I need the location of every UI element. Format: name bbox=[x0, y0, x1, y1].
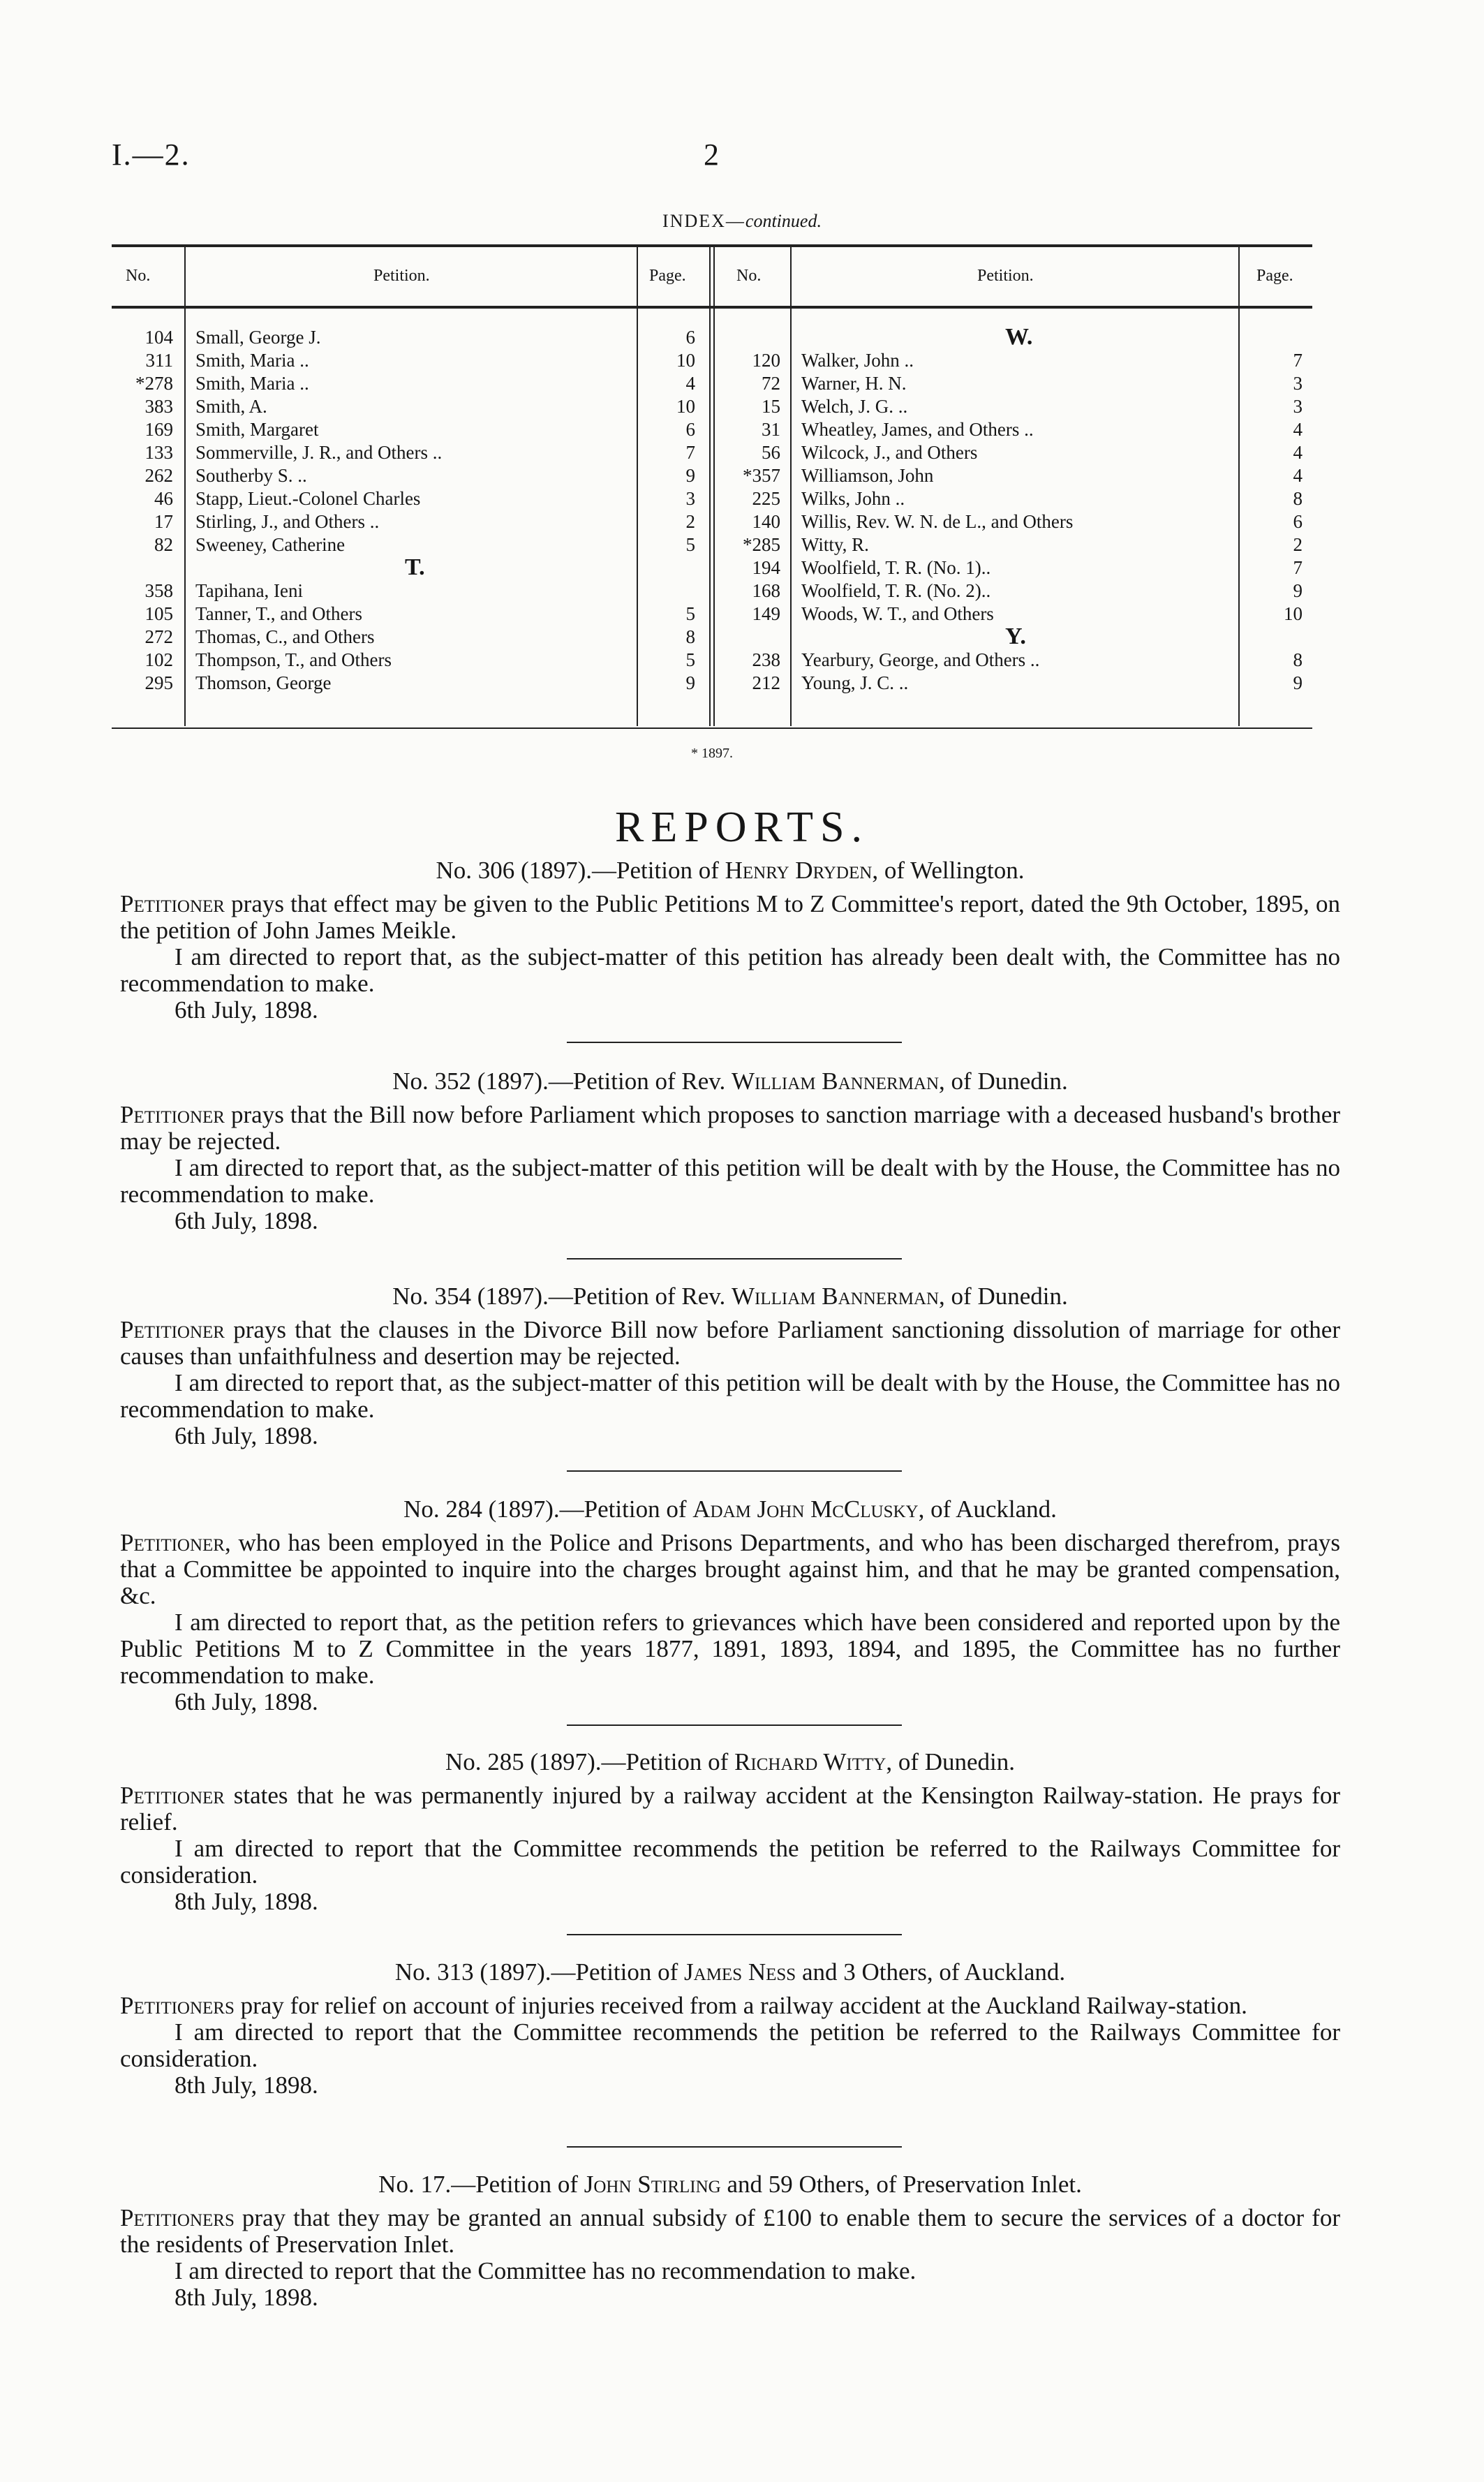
index-row-page: 4 bbox=[1293, 442, 1303, 463]
index-row-page: 5 bbox=[685, 534, 695, 555]
index-row-number: 238 bbox=[752, 649, 780, 670]
index-row-page: 6 bbox=[685, 327, 695, 348]
index-row-page: 9 bbox=[1293, 580, 1303, 601]
index-row-number: 194 bbox=[752, 557, 780, 578]
report-entry bbox=[120, 1496, 1340, 1715]
index-section-letter: T. bbox=[405, 554, 425, 580]
petitioner-name: William Bannerman bbox=[731, 1068, 940, 1095]
report-entry bbox=[120, 1283, 1340, 1449]
index-row-name: Witty, R. bbox=[801, 534, 869, 555]
index-row-page: 8 bbox=[685, 626, 695, 647]
index-row-page: 4 bbox=[1293, 419, 1303, 440]
index-row-name: Yearbury, George, and Others .. bbox=[801, 649, 1040, 670]
index-row-page: 10 bbox=[676, 350, 695, 371]
index-row-number: 72 bbox=[762, 373, 780, 394]
index-row-name: Wheatley, James, and Others .. bbox=[801, 419, 1034, 440]
index-row-number: 104 bbox=[144, 327, 173, 348]
index-row-name: Young, J. C. .. bbox=[801, 672, 909, 693]
committee-report: I am directed to report that the Committee recommends the petition be referred to the Railways Committee for consideration. bbox=[120, 2018, 1340, 2072]
col-page-right: Page. bbox=[1256, 267, 1293, 285]
index-row-page: 6 bbox=[1293, 511, 1303, 532]
index-row-number: 358 bbox=[144, 580, 173, 601]
petition-summary: Petitioner prays that effect may be given to the Public Petitions M to Z Committee's report, dated the 9th October, 1895, on the petition of John James Meikle. bbox=[120, 890, 1340, 944]
index-row-name: Wilcock, J., and Others bbox=[801, 442, 978, 463]
index-row-page: 4 bbox=[1293, 465, 1303, 486]
index-row-number: 46 bbox=[154, 488, 173, 509]
index-row-page: 7 bbox=[1293, 557, 1303, 578]
index-row-name: Small, George J. bbox=[195, 327, 321, 348]
report-entry bbox=[120, 1749, 1340, 1915]
index-row-number: 383 bbox=[144, 396, 173, 417]
index-row-name: Tanner, T., and Others bbox=[195, 603, 362, 624]
index-row-page: 7 bbox=[685, 442, 695, 463]
index-row-number: 168 bbox=[752, 580, 780, 601]
index-section-letter: W. bbox=[1005, 324, 1033, 350]
index-row-number: 120 bbox=[752, 350, 780, 371]
index-row-name: Williamson, John bbox=[801, 465, 934, 486]
report-separator bbox=[567, 1934, 902, 1935]
index-row-number: 311 bbox=[145, 350, 173, 371]
report-separator bbox=[567, 1470, 902, 1472]
report-heading: No. 17.—Petition of John Stirling and 59 Others, of Preservation Inlet. bbox=[378, 2171, 1082, 2198]
col-petition-left: Petition. bbox=[373, 267, 430, 285]
col-no-left: No. bbox=[126, 267, 151, 285]
index-row-page: 2 bbox=[1293, 534, 1303, 555]
report-date: 8th July, 1898. bbox=[175, 2284, 318, 2311]
index-row-number: 140 bbox=[752, 511, 780, 532]
index-row-number: 169 bbox=[144, 419, 173, 440]
index-footnote: * 1897. bbox=[691, 746, 733, 761]
index-row-name: Woods, W. T., and Others bbox=[801, 603, 994, 624]
reports-heading: REPORTS. bbox=[615, 804, 869, 851]
report-date: 8th July, 1898. bbox=[175, 2071, 318, 2099]
index-row-page: 9 bbox=[1293, 672, 1303, 693]
committee-report: I am directed to report that, as the subject-matter of this petition will be dealt with by the House, the Committee has no recommendation to make. bbox=[120, 1369, 1340, 1423]
col-page-left: Page. bbox=[649, 267, 686, 285]
index-row-name: Warner, H. N. bbox=[801, 373, 907, 394]
petitioner-name: Adam John McClusky bbox=[692, 1495, 919, 1523]
index-row-page: 4 bbox=[685, 373, 695, 394]
index-row-number: 56 bbox=[762, 442, 780, 463]
index-row-name: Thomas, C., and Others bbox=[195, 626, 375, 647]
report-date: 6th July, 1898. bbox=[175, 1422, 318, 1449]
index-row-page: 5 bbox=[685, 649, 695, 670]
index-row-number: 105 bbox=[144, 603, 173, 624]
petitioner-name: John Stirling bbox=[584, 2171, 721, 2198]
index-row-number: 31 bbox=[762, 419, 780, 440]
index-row-name: Smith, Margaret bbox=[195, 419, 319, 440]
index-row-number: *357 bbox=[743, 465, 780, 486]
index-row-name: Wilks, John .. bbox=[801, 488, 905, 509]
index-row-name: Smith, Maria .. bbox=[195, 373, 309, 394]
index-row-page: 8 bbox=[1293, 488, 1303, 509]
report-heading: No. 284 (1897).—Petition of Adam John McClusky, of Auckland. bbox=[403, 1495, 1057, 1523]
petitioner-name: James Ness bbox=[684, 1958, 796, 1986]
index-table bbox=[112, 244, 1312, 740]
petitioner-name: Richard Witty bbox=[734, 1748, 886, 1775]
index-row-name: Woolfield, T. R. (No. 1).. bbox=[801, 557, 991, 578]
index-row-name: Tapihana, Ieni bbox=[195, 580, 304, 601]
index-row-name: Southerby S. .. bbox=[195, 465, 307, 486]
report-entry bbox=[120, 2171, 1340, 2311]
index-row-name: Sommerville, J. R., and Others .. bbox=[195, 442, 443, 463]
index-row-number: 133 bbox=[144, 442, 173, 463]
index-row-page: 3 bbox=[685, 488, 695, 509]
index-row-name: Smith, A. bbox=[195, 396, 267, 417]
index-row-number: 17 bbox=[154, 511, 173, 532]
index-title: INDEX—continued. bbox=[662, 211, 822, 231]
committee-report: I am directed to report that the Committee recommends the petition be referred to the Railways Committee for consideration. bbox=[120, 1835, 1340, 1889]
index-row-name: Stirling, J., and Others .. bbox=[195, 511, 380, 532]
petition-summary: Petitioner, who has been employed in the Police and Prisons Departments, and who has been discharged therefrom, prays that a Committee be appointed to inquire into the charges brought against him, and that he may be granted compensation, &c. bbox=[120, 1529, 1340, 1609]
report-heading: No. 354 (1897).—Petition of Rev. William Bannerman, of Dunedin. bbox=[392, 1283, 1068, 1310]
index-row-name: Smith, Maria .. bbox=[195, 350, 309, 371]
index-row-number: *285 bbox=[743, 534, 780, 555]
petitioner-name: William Bannerman bbox=[731, 1283, 940, 1310]
index-row-page: 5 bbox=[685, 603, 695, 624]
petition-summary: Petitioner states that he was permanently injured by a railway accident at the Kensington Railway-station. He prays for relief. bbox=[120, 1782, 1340, 1835]
index-row-page: 3 bbox=[1293, 373, 1303, 394]
report-heading: No. 306 (1897).—Petition of Henry Dryden, of Wellington. bbox=[436, 857, 1025, 884]
page-number: 2 bbox=[704, 138, 719, 172]
index-row-page: 9 bbox=[685, 672, 695, 693]
index-row-page: 8 bbox=[1293, 649, 1303, 670]
report-heading: No. 352 (1897).—Petition of Rev. William Bannerman, of Dunedin. bbox=[392, 1068, 1068, 1095]
report-entry bbox=[120, 1959, 1340, 2099]
index-row-number: 15 bbox=[762, 396, 780, 417]
index-row-name: Woolfield, T. R. (No. 2).. bbox=[801, 580, 991, 601]
index-row-number: *278 bbox=[135, 373, 173, 394]
report-entry bbox=[120, 1068, 1340, 1234]
report-heading: No. 285 (1897).—Petition of Richard Witty, of Dunedin. bbox=[445, 1748, 1016, 1775]
index-row-number: 149 bbox=[752, 603, 780, 624]
document-reference: I.—2. bbox=[112, 138, 191, 172]
index-row-name: Sweeney, Catherine bbox=[195, 534, 346, 555]
index-row-name: Thomson, George bbox=[195, 672, 332, 693]
index-row-number: 262 bbox=[144, 465, 173, 486]
index-row-name: Walker, John .. bbox=[801, 350, 914, 371]
report-separator bbox=[567, 1258, 902, 1260]
committee-report: I am directed to report that, as the subject-matter of this petition has already been dealt with, the Committee has no recommendation to make. bbox=[120, 943, 1340, 997]
index-row-page: 6 bbox=[685, 419, 695, 440]
index-row-page: 2 bbox=[685, 511, 695, 532]
petition-summary: Petitioners pray for relief on account of injuries received from a railway accident at the Auckland Railway-station. bbox=[120, 1992, 1247, 2019]
col-no-right: No. bbox=[736, 267, 762, 285]
petition-summary: Petitioners pray that they may be granted an annual subsidy of £100 to enable them to secure the services of a doctor for the residents of Preservation Inlet. bbox=[120, 2204, 1340, 2258]
index-row-page: 3 bbox=[1293, 396, 1303, 417]
index-row-number: 82 bbox=[154, 534, 173, 555]
report-separator bbox=[567, 2146, 902, 2148]
index-row-number: 212 bbox=[752, 672, 780, 693]
report-separator bbox=[567, 1724, 902, 1726]
index-row-name: Stapp, Lieut.-Colonel Charles bbox=[195, 488, 421, 509]
index-row-number: 102 bbox=[144, 649, 173, 670]
petition-summary: Petitioner prays that the Bill now before Parliament which proposes to sanction marriage with a deceased husband's brother may be rejected. bbox=[120, 1101, 1340, 1155]
report-date: 6th July, 1898. bbox=[175, 1688, 318, 1715]
index-row-name: Thompson, T., and Others bbox=[195, 649, 392, 670]
report-separator bbox=[567, 1042, 902, 1043]
index-row-page: 9 bbox=[685, 465, 695, 486]
index-row-page: 10 bbox=[1284, 603, 1303, 624]
index-row-number: 295 bbox=[144, 672, 173, 693]
index-row-page: 7 bbox=[1293, 350, 1303, 371]
report-date: 8th July, 1898. bbox=[175, 1888, 318, 1915]
petitioner-name: Henry Dryden bbox=[725, 857, 873, 884]
col-petition-right: Petition. bbox=[977, 267, 1034, 285]
index-row-name: Willis, Rev. W. N. de L., and Others bbox=[801, 511, 1074, 532]
committee-report: I am directed to report that, as the subject-matter of this petition will be dealt with by the House, the Committee has no recommendation to make. bbox=[120, 1154, 1340, 1208]
index-section-letter: Y. bbox=[1005, 623, 1026, 649]
index-row-name: Welch, J. G. .. bbox=[801, 396, 908, 417]
petition-summary: Petitioner prays that the clauses in the Divorce Bill now before Parliament sanctioning dissolution of marriage for other causes than unfaithfulness and desertion may be rejected. bbox=[120, 1316, 1340, 1370]
committee-report: I am directed to report that the Committee has no recommendation to make. bbox=[175, 2257, 917, 2284]
index-row-number: 272 bbox=[144, 626, 173, 647]
index-row-number: 225 bbox=[752, 488, 780, 509]
report-heading: No. 313 (1897).—Petition of James Ness and 3 Others, of Auckland. bbox=[394, 1958, 1066, 1986]
report-date: 6th July, 1898. bbox=[175, 996, 318, 1024]
report-entry bbox=[120, 857, 1340, 1024]
committee-report: I am directed to report that, as the petition refers to grievances which have been considered and reported upon by the Public Petitions M to Z Committee in the years 1877, 1891, 1893, 1894, and 1895, the Committee has no further recommendation to make. bbox=[120, 1609, 1340, 1689]
index-row-page: 10 bbox=[676, 396, 695, 417]
report-date: 6th July, 1898. bbox=[175, 1207, 318, 1234]
